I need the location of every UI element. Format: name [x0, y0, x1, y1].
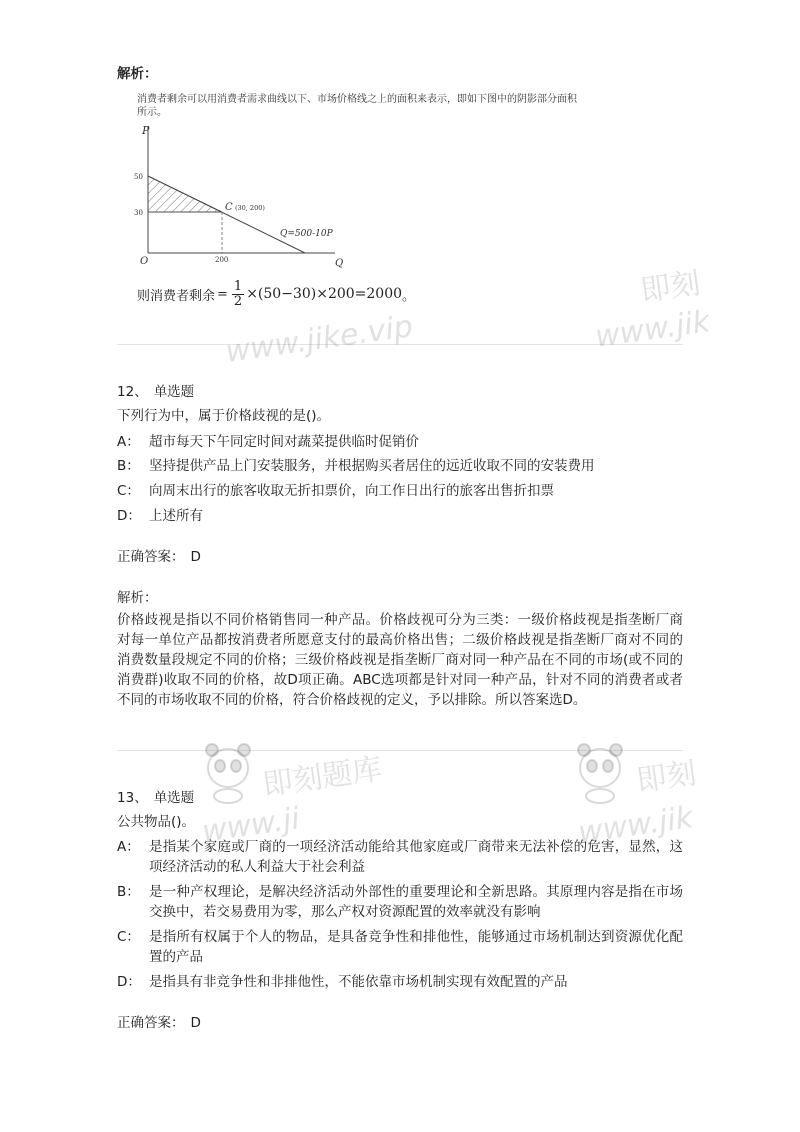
- q12-analysis-label: 解析：: [117, 590, 158, 606]
- option-text: 是一种产权理论，是解决经济活动外部性的重要理论和全新思路。其原理内容是指在市场交换中，若交易费用为零，那么产权对资源配置的效率就没有影响: [149, 884, 683, 920]
- watermark-url: www.ji: [200, 801, 302, 850]
- consumer-surplus-diagram: [130, 118, 360, 268]
- formula-fraction: [232, 280, 244, 309]
- option-text: 是指某个家庭或厂商的一项经济活动能给其他家庭或厂商带来无法补偿的危害，显然，这项经济活动的私人利益大于社会利益: [149, 839, 683, 875]
- q12-analysis-text: 价格歧视是指以不同价格销售同一种产品。价格歧视可分为三类：一级价格歧视是指垄断厂商对每一单位产品都按消费者所愿意支付的最高价格出售；二级价格歧视是指垄断厂商对不同的消费数量段规定不同的价格；三级价格歧视是指垄断厂商对同一种产品在不同的市场(或不同的消费群)收取不同的价格，故D项正确。ABC选项都是针对同一种产品，针对不同的消费者或者不同的市场收取不同的价格，符合价格歧视的定义，予以排除。所以答案选D。: [117, 612, 683, 708]
- q13-header: [117, 789, 194, 807]
- q13-option-d[interactable]: [117, 972, 683, 992]
- origin-label: O: [140, 256, 149, 267]
- answer-label: 正确答案：: [117, 549, 185, 565]
- panda-logo-icon: [572, 738, 628, 804]
- watermark-url: www.jik: [593, 304, 713, 355]
- option-text: 是指所有权属于个人的物品，是具备竞争性和排他性，能够通过市场机制达到资源优化配置的产品: [149, 929, 683, 965]
- q13-option-b[interactable]: [117, 882, 683, 922]
- q13-sep: 、: [134, 790, 148, 806]
- formula-rest: ×(50−30)×200=2000: [246, 286, 403, 302]
- point-c-label: C: [225, 202, 233, 213]
- q12-option-d[interactable]: [117, 507, 203, 525]
- watermark-url: www.jik: [576, 800, 696, 851]
- option-key: C：: [117, 483, 140, 499]
- axis-p-label: P: [142, 124, 150, 137]
- option-text: 上述所有: [149, 508, 203, 524]
- axis-q-label: Q: [335, 258, 344, 268]
- formula-prefix: 则消费者剩余: [137, 288, 216, 304]
- option-key: A：: [117, 434, 140, 450]
- q12-type: 单选题: [153, 384, 195, 400]
- option-key: A：: [117, 839, 140, 855]
- option-key: C：: [117, 929, 140, 945]
- formula-numerator: 1: [233, 278, 243, 294]
- q12-question: 下列行为中，属于价格歧视的是()。: [117, 408, 331, 424]
- surplus-formula: [137, 277, 415, 311]
- watermark-brand: 即刻: [638, 265, 703, 309]
- tick-200: 200: [215, 256, 229, 264]
- answer-value: D: [190, 1015, 201, 1031]
- formula-eq: =: [217, 286, 228, 302]
- option-text: 超市每天下午同定时间对蔬菜提供临时促销价: [149, 434, 419, 450]
- answer-label: 正确答案：: [117, 1015, 185, 1031]
- q13-question: 公共物品()。: [117, 814, 196, 830]
- q12-number: 12: [117, 384, 135, 400]
- figure-note-text: 消费者剩余可以用消费者需求曲线以下、市场价格线之上的面积来表示，即如下图中的阴影部分面积所示。: [137, 94, 577, 118]
- option-text: 向周末出行的旅客收取无折扣票价，向工作日出行的旅客出售折扣票: [149, 483, 554, 499]
- watermark-url: www.jike.vip: [223, 309, 415, 370]
- q13-type: 单选题: [153, 790, 195, 806]
- option-key: B：: [117, 884, 140, 900]
- q12-option-c[interactable]: [117, 482, 554, 500]
- panda-logo-icon: [200, 738, 256, 804]
- figure-note: [137, 93, 577, 119]
- q12-header: [117, 383, 194, 401]
- answer-value: D: [190, 549, 201, 565]
- option-key: D：: [117, 508, 141, 524]
- tick-50: 50: [134, 173, 143, 181]
- option-text: 是指具有非竞争性和非排他性，不能依靠市场机制实现有效配置的产品: [149, 974, 568, 990]
- point-c-coords: (30, 200): [235, 204, 265, 212]
- formula-denominator: 2: [233, 293, 243, 309]
- q12-sep: 、: [134, 384, 148, 400]
- q12-option-b[interactable]: [117, 457, 595, 475]
- formula-end: 。: [402, 288, 416, 304]
- option-key: D：: [117, 974, 141, 990]
- demand-curve: [148, 176, 305, 253]
- q13-answer: [117, 1014, 201, 1032]
- q12-option-a[interactable]: [117, 433, 419, 451]
- analysis-heading: 解析：: [117, 66, 158, 82]
- q13-number: 13: [117, 790, 135, 806]
- watermark-brand: 即刻题库: [260, 751, 385, 804]
- watermark-brand: 即刻: [634, 755, 699, 799]
- demand-curve-label: Q=500-10P: [280, 229, 333, 239]
- q12-answer: [117, 548, 201, 566]
- tick-30: 30: [134, 209, 143, 217]
- option-key: B：: [117, 458, 140, 474]
- option-text: 坚持提供产品上门安装服务，并根据购买者居住的远近收取不同的安装费用: [149, 458, 595, 474]
- q13-option-c[interactable]: [117, 927, 683, 967]
